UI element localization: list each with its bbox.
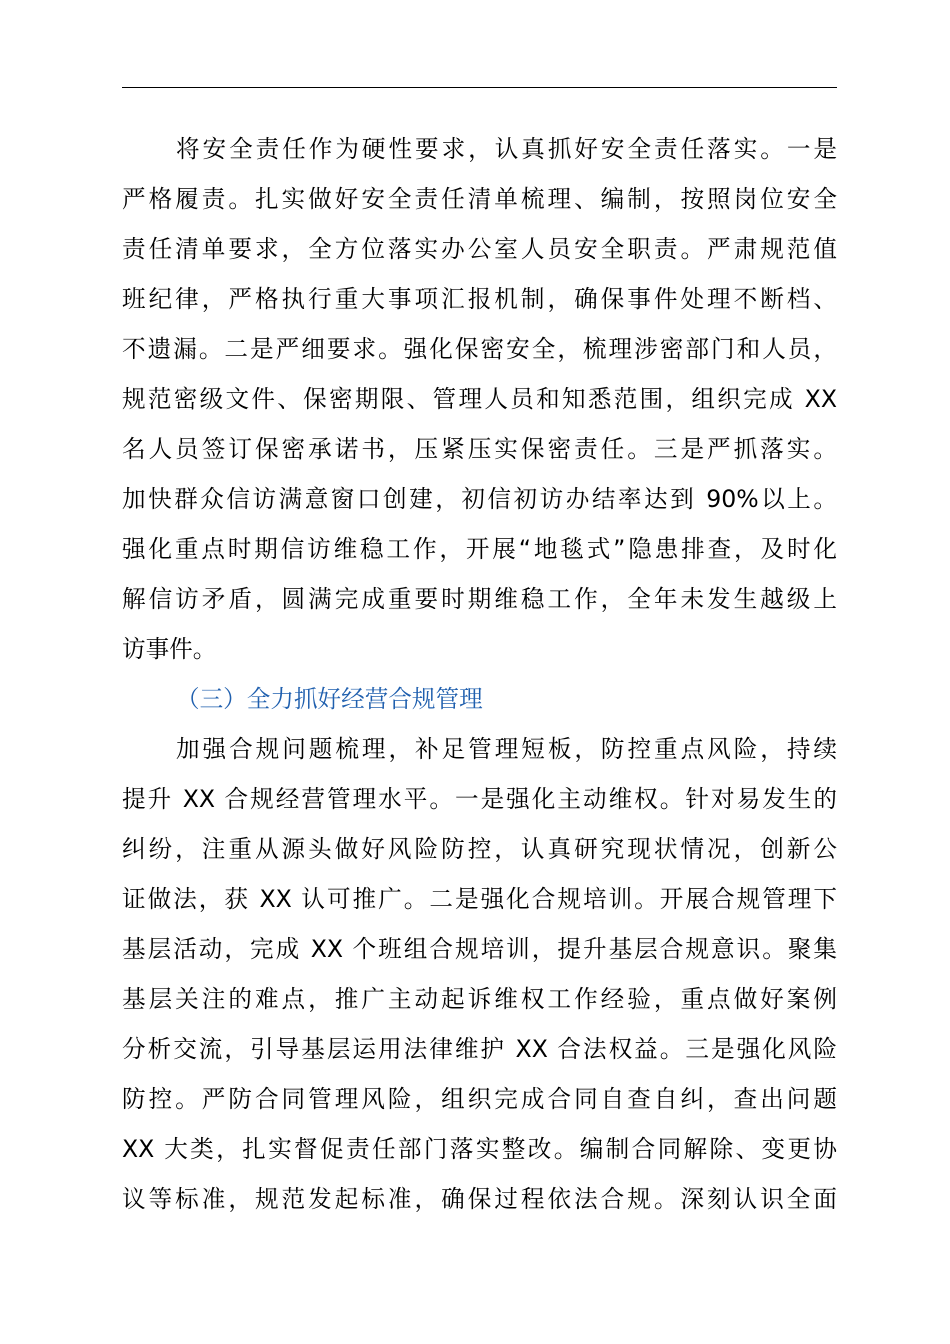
text-line: 分析交流，引导基层运用法律维护 XX 合法权益。三是强化风险 xyxy=(122,1035,837,1063)
paragraph-safety-responsibility xyxy=(122,124,837,674)
text-line: 规范密级文件、保密期限、管理人员和知悉范围，组织完成 XX xyxy=(122,385,837,413)
text-line: 名人员签订保密承诺书，压紧压实保密责任。三是严抓落实。 xyxy=(122,435,837,463)
text-line: 责任清单要求，全方位落实办公室人员安全职责。严肃规范值 xyxy=(122,235,837,263)
paragraph-compliance-management xyxy=(122,724,837,1224)
text-line: 解信访矛盾，圆满完成重要时期维稳工作，全年未发生越级上 xyxy=(122,585,837,613)
text-line: 议等标准，规范发起标准，确保过程依法合规。深刻认识全面 xyxy=(122,1185,837,1213)
text-line: 加强合规问题梳理，补足管理短板，防控重点风险，持续 xyxy=(176,735,837,763)
text-line: XX 大类，扎实督促责任部门落实整改。编制合同解除、变更协 xyxy=(122,1135,837,1163)
header-rule xyxy=(122,87,837,88)
text-line: 严格履责。扎实做好安全责任清单梳理、编制，按照岗位安全 xyxy=(122,185,837,213)
text-line: 班纪律，严格执行重大事项汇报机制，确保事件处理不断档、 xyxy=(122,285,837,313)
document-body xyxy=(122,124,837,1224)
section-heading-3: （三）全力抓好经营合规管理 xyxy=(176,685,483,713)
text-line: 证做法，获 XX 认可推广。二是强化合规培训。开展合规管理下 xyxy=(122,885,837,913)
text-line: 强化重点时期信访维稳工作，开展“地毯式”隐患排查，及时化 xyxy=(122,535,837,563)
text-line: 防控。严防合同管理风险，组织完成合同自查自纠，查出问题 xyxy=(122,1085,837,1113)
text-line-last: 访事件。 xyxy=(122,635,217,663)
text-line: 基层活动，完成 XX 个班组合规培训，提升基层合规意识。聚集 xyxy=(122,935,837,963)
text-line: 加快群众信访满意窗口创建，初信初访办结率达到 90%以上。 xyxy=(122,485,837,513)
text-line: 基层关注的难点，推广主动起诉维权工作经验，重点做好案例 xyxy=(122,985,837,1013)
text-line: 不遗漏。二是严细要求。强化保密安全，梳理涉密部门和人员， xyxy=(122,335,837,363)
text-line: 将安全责任作为硬性要求，认真抓好安全责任落实。一是 xyxy=(176,135,837,163)
text-line: 提升 XX 合规经营管理水平。一是强化主动维权。针对易发生的 xyxy=(122,785,837,813)
text-line: 纠纷，注重从源头做好风险防控，认真研究现状情况，创新公 xyxy=(122,835,837,863)
